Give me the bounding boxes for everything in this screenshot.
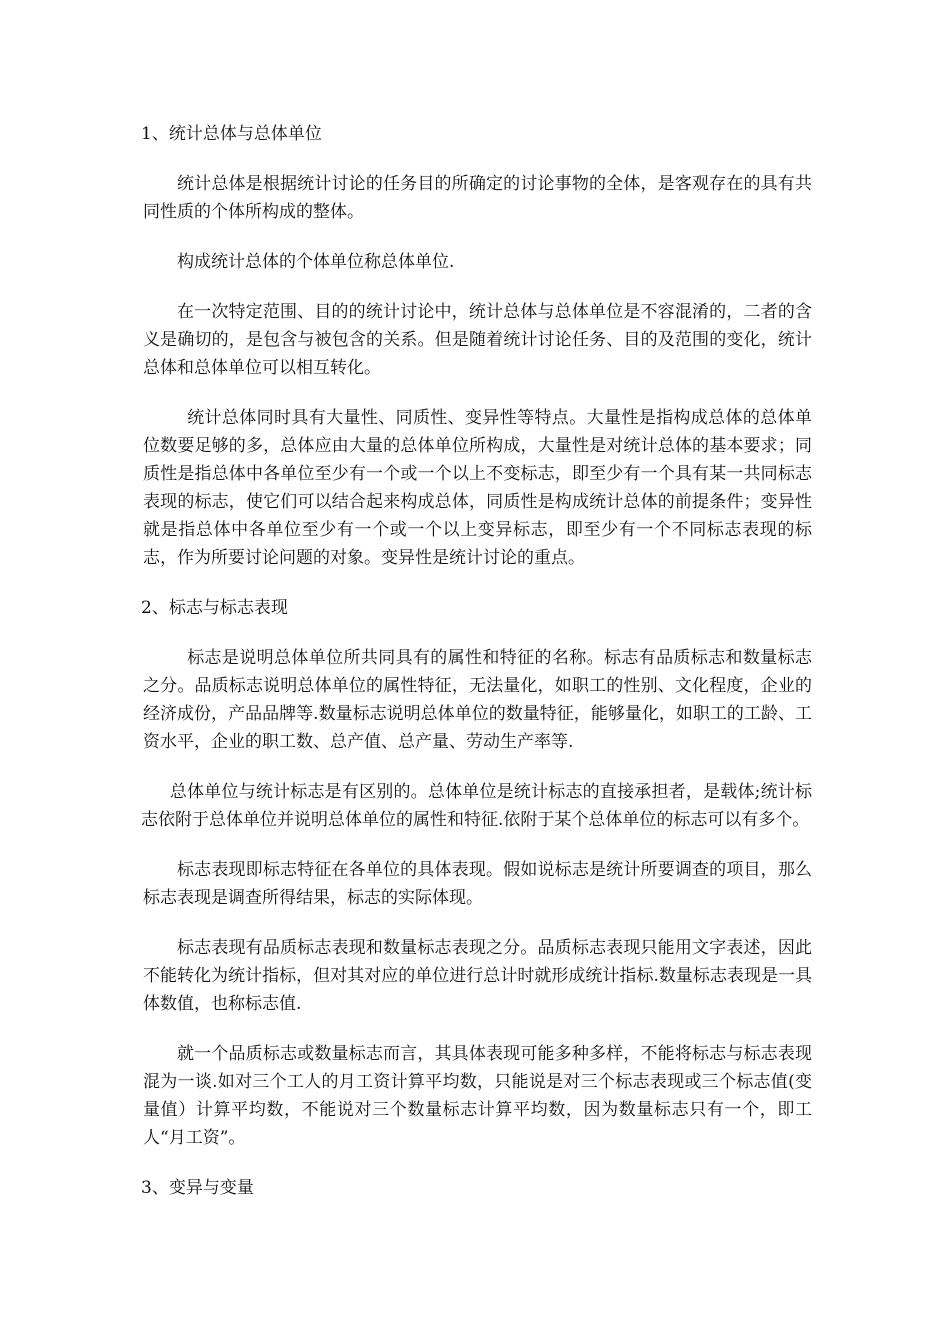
- paragraph: 标志表现有品质标志表现和数量标志表现之分。品质标志表现只能用文字表述，因此不能转化为统计指标，但对其对应的单位进行总计时就形成统计指标.数量标志表现是一具体数值，也称标志值.: [143, 938, 812, 1014]
- paragraph: 构成统计总体的个体单位称总体单位.: [177, 252, 455, 272]
- paragraph: 统计总体是根据统计讨论的任务目的所确定的讨论事物的全体，是客观存在的具有共同性质的个体所构成的整体。: [143, 174, 812, 222]
- paragraph: 统计总体同时具有大量性、同质性、变异性等特点。大量性是指构成总体的总体单位数要足够的多，总体应由大量的总体单位所构成，大量性是对统计总体的基本要求；同质性是指总体中各单位至少有一个或一个以上不变标志，即至少有一个具有某一共同标志表现的标志，使它们可以结合起来构成总体，同质性是构成统计总体的前提条件；变异性就是指总体中各单位至少有一个或一个以上变异标志，即至少有一个不同标志表现的标志，作为所要讨论问题的对象。变异性是统计讨论的重点。: [143, 408, 812, 568]
- paragraph: 标志表现即标志特征在各单位的具体表现。假如说标志是统计所要调查的项目，那么标志表现是调查所得结果，标志的实际体现。: [143, 860, 812, 908]
- paragraph: 总体单位与统计标志是有区别的。总体单位是统计标志的直接承担者，是载体;统计标志依附于总体单位并说明总体单位的属性和特征.依附于某个总体单位的标志可以有多个。: [141, 782, 812, 830]
- paragraph: 标志是说明总体单位所共同具有的属性和特征的名称。标志有品质标志和数量标志之分。品质标志说明总体单位的属性特征，无法量化，如职工的性别、文化程度，企业的经济成份，产品品牌等.数量标志说明总体单位的数量特征，能够量化，如职工的工龄、工资水平，企业的职工数、总产值、总产量、劳动生产率等.: [143, 648, 812, 752]
- paragraph: 就一个品质标志或数量标志而言，其具体表现可能多种多样，不能将标志与标志表现混为一谈.如对三个工人的月工资计算平均数，只能说是对三个标志表现或三个标志值(变量值）计算平均数，不能说对三个数量标志计算平均数，因为数量标志只有一个，即工人“月工资”。: [143, 1044, 812, 1148]
- paragraph: 在一次特定范围、目的的统计讨论中，统计总体与总体单位是不容混淆的，二者的含义是确切的，是包含与被包含的关系。但是随着统计讨论任务、目的及范围的变化，统计总体和总体单位可以相互转化。: [143, 302, 812, 378]
- section-heading: 2、标志与标志表现: [141, 598, 288, 618]
- section-heading: 3、变异与变量: [141, 1178, 254, 1198]
- text-column: [137, 120, 812, 1224]
- section-heading: 1、统计总体与总体单位: [141, 124, 322, 144]
